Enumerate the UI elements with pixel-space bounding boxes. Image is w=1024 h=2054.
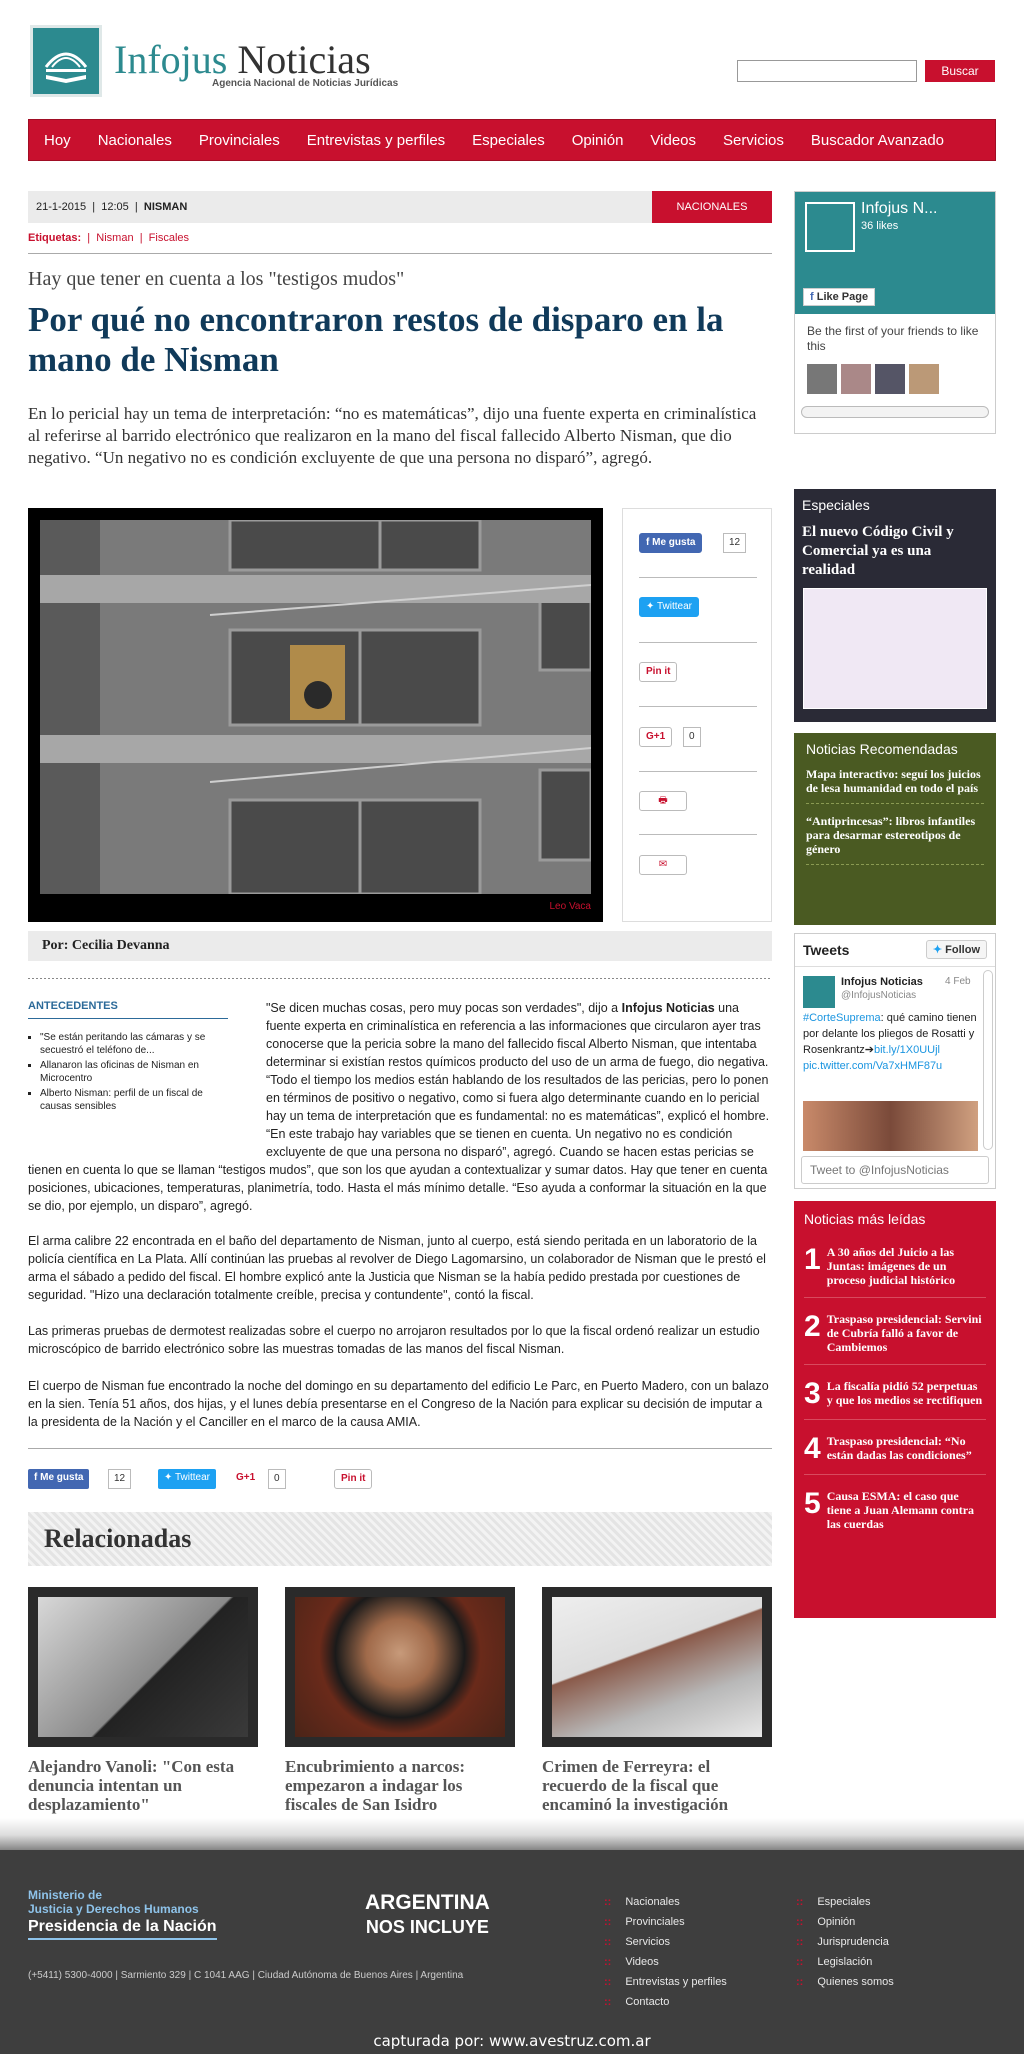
recomendadas-box	[794, 733, 996, 925]
fb-friends-text: Be the first of your friends to like this	[807, 324, 979, 353]
presidency-logo[interactable]: Presidencia de la Nación	[28, 1918, 217, 1940]
divider	[639, 706, 757, 707]
article-headline: Por qué no encontraron restos de disparo en la mano de Nisman	[28, 300, 724, 379]
fb-like-page-label: Like Page	[816, 291, 869, 303]
article-date: 21-1-2015	[36, 201, 87, 213]
especiales-title: Especiales	[802, 497, 870, 513]
tweet-date[interactable]: 4 Feb	[945, 976, 971, 987]
mas-leidas-title: Noticias más leídas	[804, 1211, 926, 1227]
related-article[interactable]	[542, 1587, 772, 1814]
photo-credit: Leo Vaca	[549, 901, 591, 912]
fb-friends-avatars	[795, 364, 995, 394]
avatar	[807, 364, 837, 394]
nav-item-videos[interactable]: Videos	[650, 131, 697, 149]
gplus-count-bottom: 0	[268, 1469, 286, 1489]
search-button[interactable]: Buscar	[925, 60, 995, 82]
footer-link[interactable]: :: Opinión	[796, 1916, 855, 1928]
most-read-title: Traspaso presidencial: Servini de Cubría falló a favor de Cambiemos	[826, 1312, 982, 1354]
related-article[interactable]	[285, 1587, 515, 1814]
footer-link[interactable]: :: Jurisprudencia	[796, 1936, 889, 1948]
rank-number: 4	[804, 1432, 821, 1465]
article-paragraph-1	[28, 999, 772, 1215]
related-title: Alejandro Vanoli: "Con esta denuncia intentan un desplazamiento"	[28, 1757, 235, 1814]
paragraph-1-brand: Infojus Noticias	[621, 1001, 715, 1015]
most-read-title: La fiscalía pidió 52 perpetuas y que los medios se rectifiquen	[826, 1379, 983, 1407]
footer-fade	[0, 1818, 1024, 1852]
antecedente-link[interactable]: ▪ Alberto Nisman: perfil de un fiscal de causas sensibles	[40, 1087, 228, 1113]
related-title: Crimen de Ferreyra: el recuerdo de la fiscal que encaminó la investigación	[542, 1757, 729, 1814]
google-plus-button[interactable]: G+1	[639, 727, 672, 747]
divider	[639, 577, 757, 578]
antecedente-link[interactable]: ▪ Allanaron las oficinas de Nisman en Microcentro	[40, 1059, 228, 1085]
site-logo-text[interactable]	[114, 36, 371, 83]
facebook-icon: f	[810, 291, 814, 303]
paragraph-1-a: "Se dicen muchas cosas, pero muy pocas son verdades", dijo a	[266, 1001, 622, 1015]
footer-link[interactable]: :: Entrevistas y perfiles	[604, 1976, 727, 1988]
slogan-line-1: ARGENTINA	[365, 1891, 490, 1914]
nav-item-provinciales[interactable]: Provinciales	[198, 131, 280, 149]
logo-icon[interactable]	[30, 25, 102, 97]
related-image	[542, 1587, 772, 1747]
rank-number: 3	[804, 1377, 821, 1410]
especiales-image	[803, 588, 987, 709]
related-title: Encubrimiento a narcos: empezaron a indagar los fiscales de San Isidro	[285, 1757, 466, 1814]
google-plus-button-bottom[interactable]: G+1	[236, 1472, 256, 1483]
recommended-link[interactable]: Mapa interactivo: seguí los juicios de lesa humanidad en todo el país	[806, 767, 984, 804]
pinterest-button-bottom[interactable]: Pin it	[334, 1469, 372, 1489]
tweets-title: Tweets	[803, 942, 850, 958]
rank-number: 2	[804, 1310, 821, 1343]
divider	[639, 642, 757, 643]
tags-label: Etiquetas:	[28, 232, 82, 244]
ministry-line-2: Justicia y Derechos Humanos	[28, 1902, 199, 1916]
paragraph-1-c: una fuente experta en criminalística en referencia a las informaciones que circularon ayer tras conocerse que la pericia sobre la mano del fallecido fiscal Alberto Nisman, que intentaba determinar si existían restos químicos producto del uso de un arma de fuego, dio negativa. “Todo el tiempo los medios están hablando de los resultados de las pericias, pero lo ponen en términos de positivo o negativo, como si fuera algo determinante cuando en lo pericial hay un tema de interpretación que es fundamental: no es matemáticas”, explicó el hombre. “En este trabajo hay variables que se tienen en cuenta. Un negativo no es condición excluyente de que una persona no disparó”, agregó. Cuando se hacen estas pericias se tienen en cuenta lo que se llaman “testigos mudos”, que son los que ayudan a contextualizar y sumar datos. Hay que tener en cuenta posiciones, ubicaciones, temperaturas, planimetría, todo. Hasta el más mínimo detalle. “Eso ayuda a conformar la situación en la que se dio, por ejemplo, un disparo”, agregó.	[28, 1001, 770, 1213]
rank-number: 1	[804, 1243, 821, 1276]
footer-link[interactable]: :: Servicios	[604, 1936, 670, 1948]
related-article[interactable]	[28, 1587, 258, 1814]
nav-item-buscador[interactable]: Buscador Avanzado	[810, 131, 945, 149]
nav-item-nacionales[interactable]: Nacionales	[97, 131, 172, 149]
article-photo	[28, 508, 603, 922]
especiales-box[interactable]	[794, 489, 996, 722]
antecedentes-title: ANTECEDENTES	[28, 1000, 228, 1019]
tweet-label: Twittear	[657, 601, 693, 612]
like-count-bottom: 12	[108, 1469, 131, 1489]
twitter-icon: ✦	[164, 1472, 173, 1483]
fb-like-page-button[interactable]	[803, 288, 875, 306]
footer-link[interactable]: :: Especiales	[796, 1896, 871, 1908]
article-paragraph-3: Las primeras pruebas de dermotest realizadas sobre el cuerpo no arrojaron resultados por lo que la fiscal ordenó realizar un estudio microscópico de barrido electrónico sobre las muestras tomadas de las manos del fiscal Nisman.	[28, 1324, 760, 1356]
twitter-icon: ✦	[646, 601, 655, 612]
facebook-like-label: Me gusta	[40, 1472, 84, 1483]
fb-like-count: 36 likes	[861, 220, 899, 232]
tweet-button-bottom[interactable]	[158, 1469, 216, 1489]
recomendadas-title: Noticias Recomendadas	[806, 741, 958, 757]
footer-link[interactable]: :: Contacto	[604, 1996, 669, 2008]
follow-label: Follow	[945, 944, 980, 956]
most-read-item[interactable]	[804, 1312, 986, 1365]
divider	[28, 1448, 772, 1449]
nav-item-servicios[interactable]: Servicios	[723, 131, 784, 149]
logo-subtitle: Agencia Nacional de Noticias Jurídicas	[212, 78, 399, 89]
twitter-icon: ✦	[932, 944, 943, 956]
article-lead: En lo pericial hay un tema de interpretación: “no es matemáticas”, dijo una fuente experta en criminalística al referirse al barrido electrónico que realizaron en la mano del fiscal fallecido Alberto Nisman, que dio negativo. “Un negativo no es condición excluyente de que una persona no disparó”, agregó.	[28, 404, 757, 467]
nav-item-especiales[interactable]: Especiales	[472, 131, 545, 149]
print-icon[interactable]: 🖶	[639, 791, 687, 811]
footer-link[interactable]: :: Legislación	[796, 1956, 872, 1968]
tweet-body: : qué camino tienen por delante los pliegos de Rosatti y Rosenkrantz➔	[803, 1012, 977, 1056]
tweet-handle: @InfojusNoticias	[841, 990, 917, 1001]
footer-link[interactable]: :: Provinciales	[604, 1916, 685, 1928]
rank-number: 5	[804, 1487, 821, 1520]
scrollbar[interactable]	[801, 406, 989, 418]
pinterest-button[interactable]: Pin it	[639, 662, 677, 682]
article-meta-bar: 21-1-2015 | 12:05 | NISMAN	[28, 191, 652, 223]
most-read-item[interactable]	[804, 1434, 986, 1475]
search-input[interactable]	[737, 60, 917, 82]
tweet-link[interactable]: bit.ly/1X0UUjl	[873, 1044, 940, 1056]
float-spacer	[28, 999, 266, 1155]
divider	[28, 253, 772, 254]
avatar	[841, 364, 871, 394]
tweet-author[interactable]: Infojus Noticias	[841, 976, 923, 988]
nav-item-hoy[interactable]: Hoy	[44, 131, 71, 149]
footer-link[interactable]: :: Nacionales	[604, 1896, 680, 1908]
fb-page-name[interactable]: Infojus N...	[861, 200, 938, 217]
related-image	[28, 1587, 258, 1747]
facebook-page-widget	[794, 191, 996, 434]
article-topic[interactable]: NISMAN	[143, 201, 188, 213]
main-nav	[28, 119, 996, 161]
relacionadas-header	[28, 1512, 772, 1566]
article-paragraph-4: El cuerpo de Nisman fue encontrado la noche del domingo en su departamento del edificio Le Parc, en Puerto Madero, con un balazo en la sien. Tenía 51 años, dos hijas, y el lunes debía presentarse en el Congreso de la Nación para explicar su decisión de imputar a la presidenta de la Nación y el Canciller en el marco de la causa AMIA.	[28, 1379, 769, 1429]
gplus-count: 0	[683, 727, 701, 747]
most-read-item[interactable]	[804, 1379, 986, 1420]
divider	[28, 978, 772, 979]
facebook-like-button[interactable]	[639, 533, 702, 553]
article-paragraph-2: El arma calibre 22 encontrada en el baño del departamento de Nisman, junto al cuerpo, está siendo peritada en un laboratorio de la policía científica en La Plata. Allí continúan las pruebas al revolver de Diego Lagomarsino, un colaborador de Nisman que le prestó el arma el sábado a pedido del fiscal. El hombre explicó ante la Justicia que Nisman se la había pedido prestada por cuestiones de seguridad. "Hizo una declaración totalmente creíble, precisa y contundente", contó la fiscal.	[28, 1234, 766, 1302]
facebook-icon: f	[34, 1472, 38, 1483]
ministry-logo[interactable]	[28, 1888, 199, 1916]
tweet-image[interactable]	[803, 1101, 978, 1151]
divider	[639, 834, 757, 835]
tag-link[interactable]: Fiscales	[148, 232, 190, 244]
ministry-line-1: Ministerio de	[28, 1888, 103, 1902]
mas-leidas-box	[794, 1201, 996, 1618]
footer	[0, 1850, 1024, 2054]
tweet-label: Twittear	[175, 1472, 211, 1483]
page-avatar	[805, 202, 855, 252]
tags-row: Etiquetas: | Nisman | Fiscales	[28, 232, 190, 244]
byline: Por: Cecilia Devanna	[28, 931, 772, 961]
tweet-hashtag[interactable]: #CorteSuprema	[803, 1012, 881, 1024]
like-count: 12	[723, 533, 746, 553]
email-icon[interactable]: ✉	[639, 855, 687, 875]
avatar	[875, 364, 905, 394]
facebook-like-button-bottom[interactable]	[28, 1469, 89, 1489]
article-time: 12:05	[101, 201, 129, 213]
relacionadas-title: Relacionadas	[44, 1524, 192, 1553]
capture-credit: capturada por: www.avestruz.com.ar	[373, 2032, 651, 2050]
building-image	[40, 520, 591, 894]
logo-main: Infojus	[114, 37, 228, 82]
twitter-widget	[794, 933, 996, 1189]
share-panel	[622, 508, 772, 922]
divider	[639, 771, 757, 772]
article-kicker: Hay que tener en cuenta a los "testigos mudos"	[28, 268, 405, 290]
tag-link[interactable]: Nisman	[96, 232, 134, 244]
divider	[795, 966, 995, 967]
slogan	[365, 1890, 490, 1940]
facebook-like-label: Me gusta	[652, 537, 696, 548]
facebook-cover	[795, 192, 995, 314]
related-image	[285, 1587, 515, 1747]
slogan-line-2: NOS INCLUYE	[365, 1917, 489, 1937]
nav-item-entrevistas[interactable]: Entrevistas y perfiles	[306, 131, 446, 149]
scrollbar[interactable]	[983, 970, 993, 1150]
footer-link[interactable]: :: Videos	[604, 1956, 659, 1968]
tweet-button[interactable]	[639, 597, 699, 617]
footer-address: (+5411) 5300-4000 | Sarmiento 329 | C 1041 AAG | Ciudad Autónoma de Buenos Aires | Argentina	[28, 1970, 464, 1981]
facebook-icon: f	[646, 537, 650, 548]
nav-item-opinion[interactable]: Opinión	[571, 131, 624, 149]
most-read-item[interactable]	[804, 1245, 986, 1298]
tweet-link[interactable]: pic.twitter.com/Va7xHMF87u	[803, 1060, 943, 1072]
avatar[interactable]	[803, 976, 835, 1008]
tweet-text	[803, 1010, 978, 1074]
most-read-title: Causa ESMA: el caso que tiene a Juan Alemann contra las cuerdas	[826, 1489, 975, 1531]
tweet-compose-input[interactable]: Tweet to @InfojusNoticias	[801, 1156, 989, 1184]
most-read-title: Traspaso presidencial: “No están dadas las condiciones”	[826, 1434, 972, 1462]
most-read-item[interactable]	[804, 1489, 986, 1541]
most-read-title: A 30 años del Juicio a las Juntas: imágenes de un proceso judicial histórico	[826, 1245, 956, 1287]
section-badge[interactable]: NACIONALES	[652, 191, 772, 223]
avatar	[909, 364, 939, 394]
recommended-link[interactable]: “Antiprincesas”: libros infantiles para desarmar estereotipos de género	[806, 814, 984, 865]
especiales-headline[interactable]: El nuevo Código Civil y Comercial ya es una realidad	[802, 524, 954, 578]
twitter-follow-button[interactable]	[926, 940, 987, 959]
logo-second: Noticias	[237, 37, 371, 82]
antecedente-link[interactable]: ▪ "Se están peritando las cámaras y se secuestró el teléfono de...	[40, 1031, 228, 1057]
footer-link[interactable]: :: Quienes somos	[796, 1976, 894, 1988]
